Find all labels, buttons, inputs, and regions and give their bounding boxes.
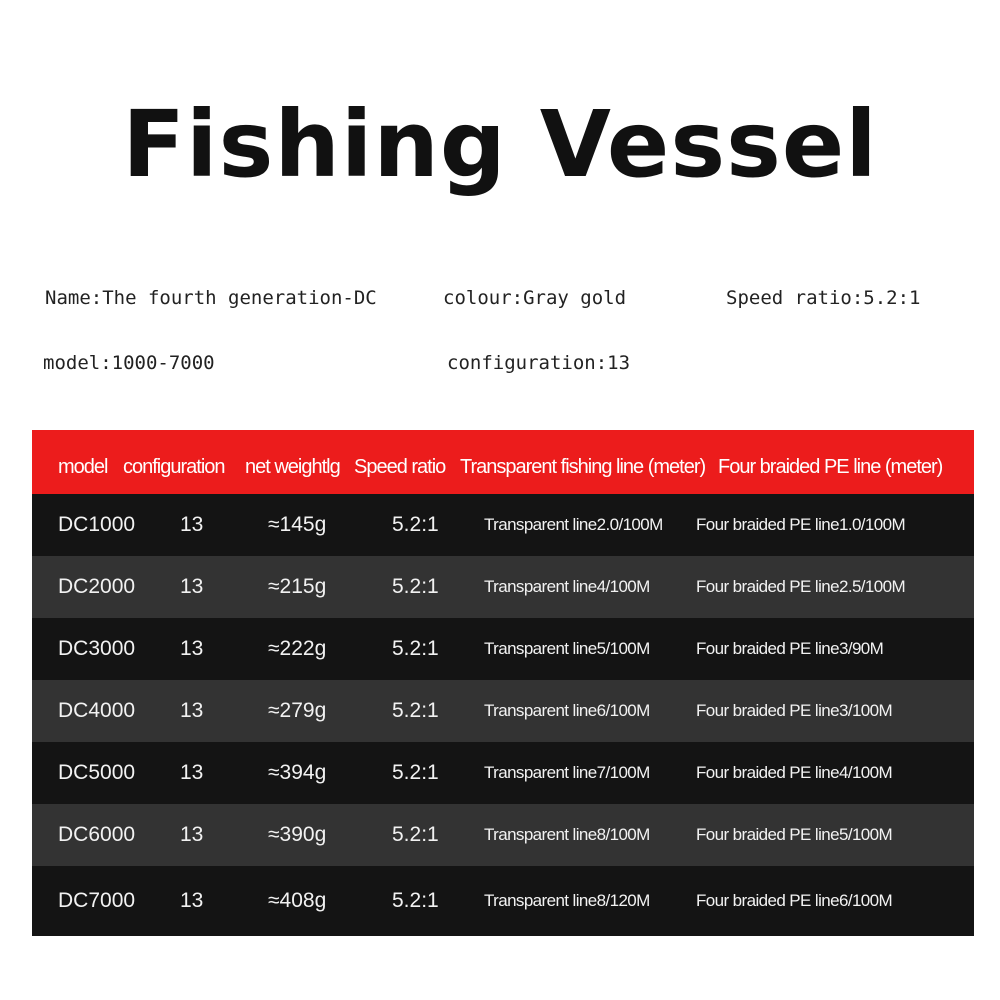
header-pe-line: Four braided PE line (meter) (718, 455, 943, 478)
cell-pe-line: Four braided PE line2.5/100M (696, 577, 906, 596)
cell-speed-ratio: 5.2:1 (392, 823, 439, 846)
cell-net-weight: ≈408g (268, 889, 327, 912)
cell-transparent-line: Transparent line7/100M (484, 763, 650, 782)
cell-speed-ratio: 5.2:1 (392, 761, 439, 784)
cell-speed-ratio: 5.2:1 (392, 575, 439, 598)
cell-model: DC4000 (58, 699, 136, 722)
table-row (32, 494, 974, 556)
cell-model: DC7000 (58, 889, 136, 912)
header-net-weight: net weightlg (245, 455, 340, 478)
cell-transparent-line: Transparent line6/100M (484, 701, 650, 720)
cell-model: DC5000 (58, 761, 136, 784)
cell-pe-line: Four braided PE line3/90M (696, 639, 884, 658)
cell-net-weight: ≈394g (268, 761, 327, 784)
page-title: Fishing Vessel (122, 91, 878, 198)
table-row (32, 680, 974, 742)
cell-configuration: 13 (180, 761, 204, 784)
table-row (32, 618, 974, 680)
info-speed-ratio: Speed ratio:5.2:1 (726, 287, 921, 309)
cell-model: DC3000 (58, 637, 136, 660)
cell-model: DC2000 (58, 575, 136, 598)
cell-transparent-line: Transparent line8/120M (484, 891, 650, 910)
cell-configuration: 13 (180, 637, 204, 660)
table-row (32, 804, 974, 866)
cell-transparent-line: Transparent line4/100M (484, 577, 650, 596)
header-transparent-line: Transparent fishing line (meter) (460, 455, 706, 478)
cell-pe-line: Four braided PE line6/100M (696, 891, 893, 910)
table-header (32, 430, 974, 494)
cell-net-weight: ≈145g (268, 513, 327, 536)
cell-speed-ratio: 5.2:1 (392, 513, 439, 536)
info-model: model:1000-7000 (43, 352, 215, 374)
cell-transparent-line: Transparent line2.0/100M (484, 515, 663, 534)
cell-pe-line: Four braided PE line1.0/100M (696, 515, 906, 534)
info-name: Name:The fourth generation-DC (45, 287, 377, 309)
info-configuration: configuration:13 (447, 352, 631, 374)
cell-configuration: 13 (180, 575, 204, 598)
cell-transparent-line: Transparent line5/100M (484, 639, 650, 658)
cell-net-weight: ≈390g (268, 823, 327, 846)
cell-net-weight: ≈279g (268, 699, 327, 722)
spec-table (32, 430, 974, 936)
cell-speed-ratio: 5.2:1 (392, 699, 439, 722)
table-row (32, 556, 974, 618)
cell-model: DC1000 (58, 513, 136, 536)
header-model: model (58, 455, 108, 478)
cell-net-weight: ≈222g (268, 637, 327, 660)
cell-speed-ratio: 5.2:1 (392, 637, 439, 660)
header-speed-ratio: Speed ratio (354, 455, 446, 478)
table-row (32, 742, 974, 804)
cell-configuration: 13 (180, 513, 204, 536)
cell-net-weight: ≈215g (268, 575, 327, 598)
cell-pe-line: Four braided PE line5/100M (696, 825, 893, 844)
cell-configuration: 13 (180, 889, 204, 912)
cell-pe-line: Four braided PE line3/100M (696, 701, 893, 720)
cell-pe-line: Four braided PE line4/100M (696, 763, 893, 782)
info-colour: colour:Gray gold (443, 287, 627, 309)
header-configuration: configuration (123, 455, 225, 478)
cell-transparent-line: Transparent line8/100M (484, 825, 650, 844)
cell-configuration: 13 (180, 823, 204, 846)
cell-speed-ratio: 5.2:1 (392, 889, 439, 912)
table-row (32, 866, 974, 936)
cell-model: DC6000 (58, 823, 136, 846)
cell-configuration: 13 (180, 699, 204, 722)
